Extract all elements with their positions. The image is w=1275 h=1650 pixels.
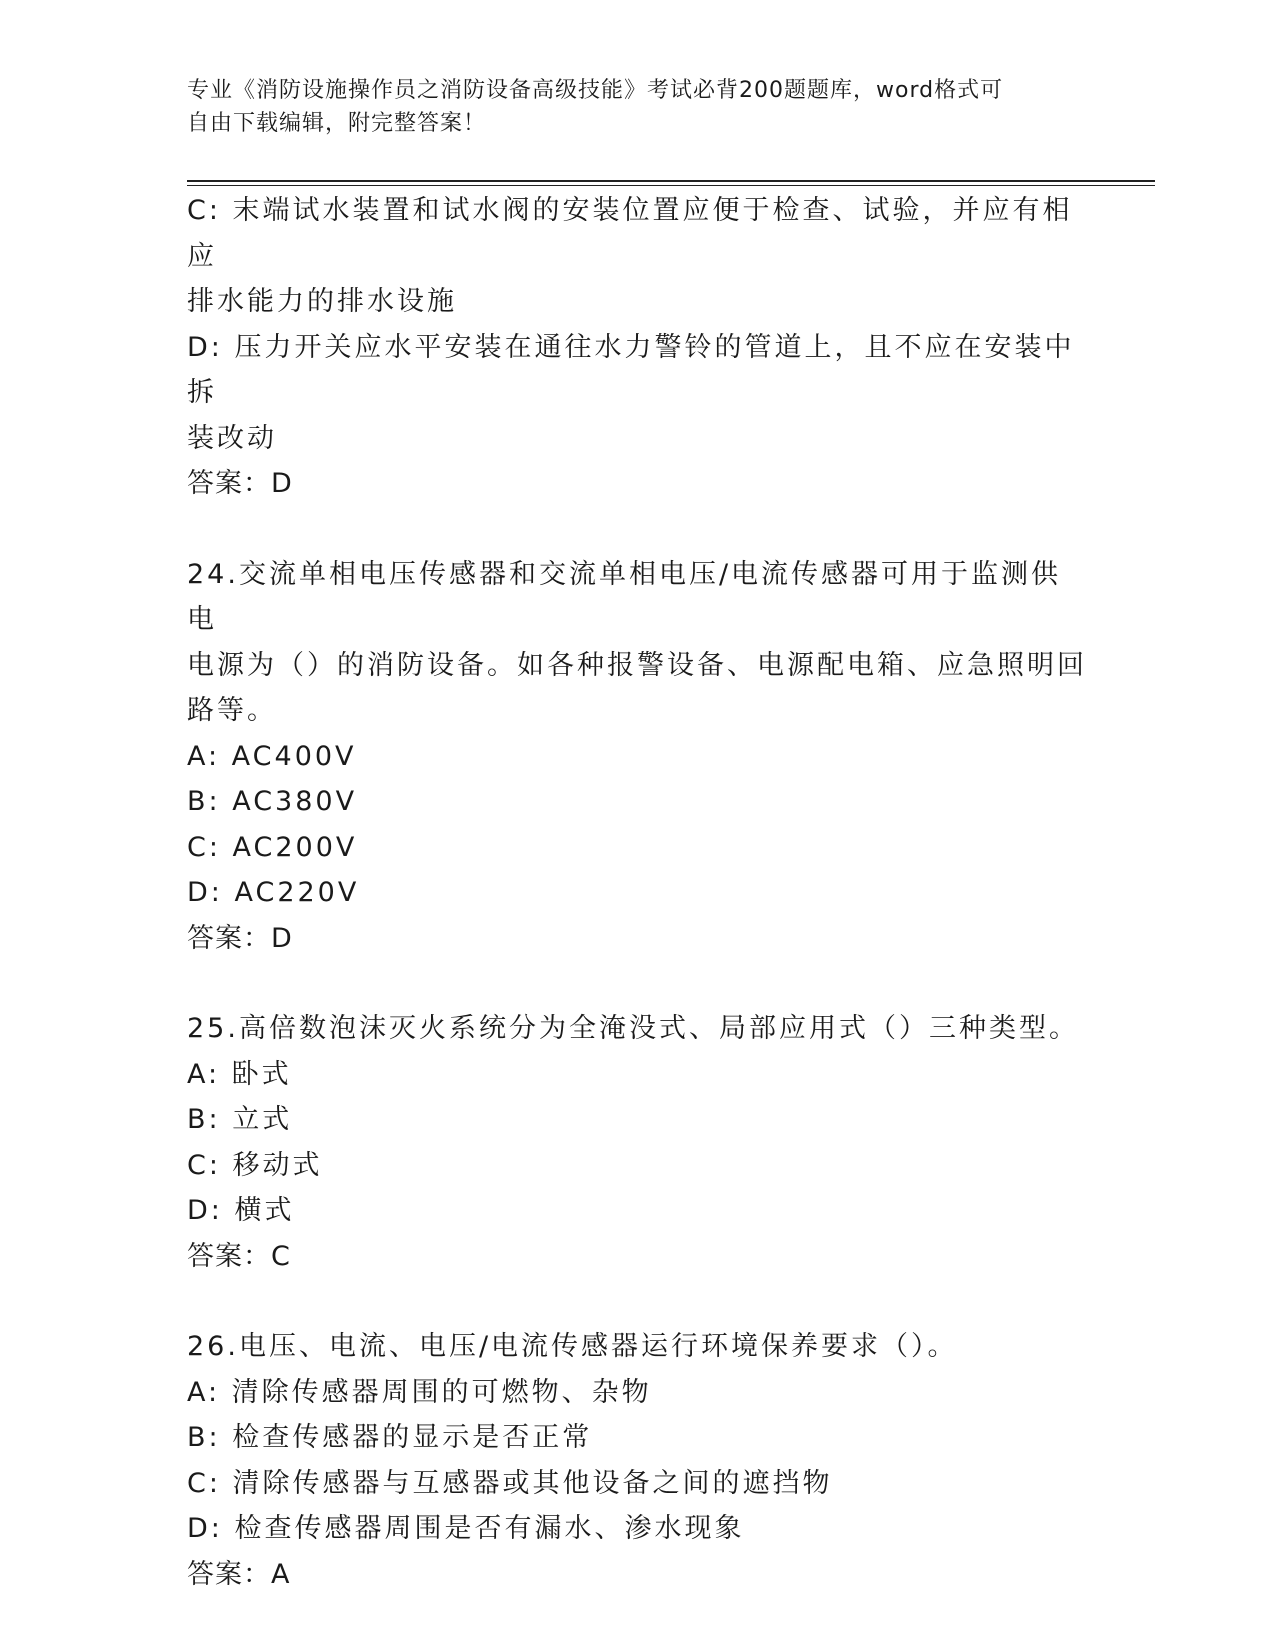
question-stem-line: 25.高倍数泡沫灭火系统分为全淹没式、局部应用式（）三种类型。 bbox=[187, 1013, 1079, 1044]
option-d: D: 横式 bbox=[187, 1195, 295, 1226]
option-d: D: 检查传感器周围是否有漏水、渗水现象 bbox=[187, 1513, 745, 1544]
question-stem-line: 路等。 bbox=[187, 695, 277, 726]
question-25 bbox=[187, 1006, 1087, 1279]
option-a: A: 卧式 bbox=[187, 1058, 292, 1090]
question-24 bbox=[187, 552, 1087, 962]
option-a: A: AC400V bbox=[187, 740, 357, 772]
question-stem-line: 26.电压、电流、电压/电流传感器运行环境保养要求（）。 bbox=[187, 1331, 958, 1362]
answer: 答案：D bbox=[187, 468, 293, 499]
document-header bbox=[187, 74, 1067, 140]
answer: 答案：A bbox=[187, 1558, 291, 1590]
option-d: D: AC220V bbox=[187, 877, 360, 908]
option-c: C: 清除传感器与互感器或其他设备之间的遮挡物 bbox=[187, 1467, 833, 1499]
question-26 bbox=[187, 1324, 1087, 1597]
answer: 答案：C bbox=[187, 1240, 291, 1272]
prev-question bbox=[187, 188, 1087, 507]
option-d-line-1: D: 压力开关应水平安装在通往水力警铃的管道上，且不应在安装中拆 bbox=[187, 331, 1075, 408]
header-line-1: 专业《消防设施操作员之消防设备高级技能》考试必背200题题库，word格式可 bbox=[187, 78, 1004, 103]
option-d-line-2: 装改动 bbox=[187, 422, 277, 454]
answer: 答案：D bbox=[187, 922, 293, 954]
option-c-line-2: 排水能力的排水设施 bbox=[187, 286, 457, 317]
question-list bbox=[187, 188, 1087, 1597]
option-c: C: AC200V bbox=[187, 831, 358, 863]
option-b: B: 立式 bbox=[187, 1104, 293, 1135]
question-stem-line: 24.交流单相电压传感器和交流单相电压/电流传感器可用于监测供电 bbox=[187, 558, 1062, 635]
option-b: B: 检查传感器的显示是否正常 bbox=[187, 1422, 593, 1453]
option-c-line-1: C: 末端试水装置和试水阀的安装位置应便于检查、试验，并应有相应 bbox=[187, 195, 1073, 272]
option-c: C: 移动式 bbox=[187, 1149, 323, 1181]
option-a: A: 清除传感器周围的可燃物、杂物 bbox=[187, 1376, 652, 1408]
header-divider bbox=[187, 180, 1155, 186]
header-line-2: 自由下载编辑，附完整答案！ bbox=[187, 111, 487, 136]
option-b: B: AC380V bbox=[187, 786, 358, 817]
question-stem-line: 电源为（）的消防设备。如各种报警设备、电源配电箱、应急照明回 bbox=[187, 649, 1087, 681]
